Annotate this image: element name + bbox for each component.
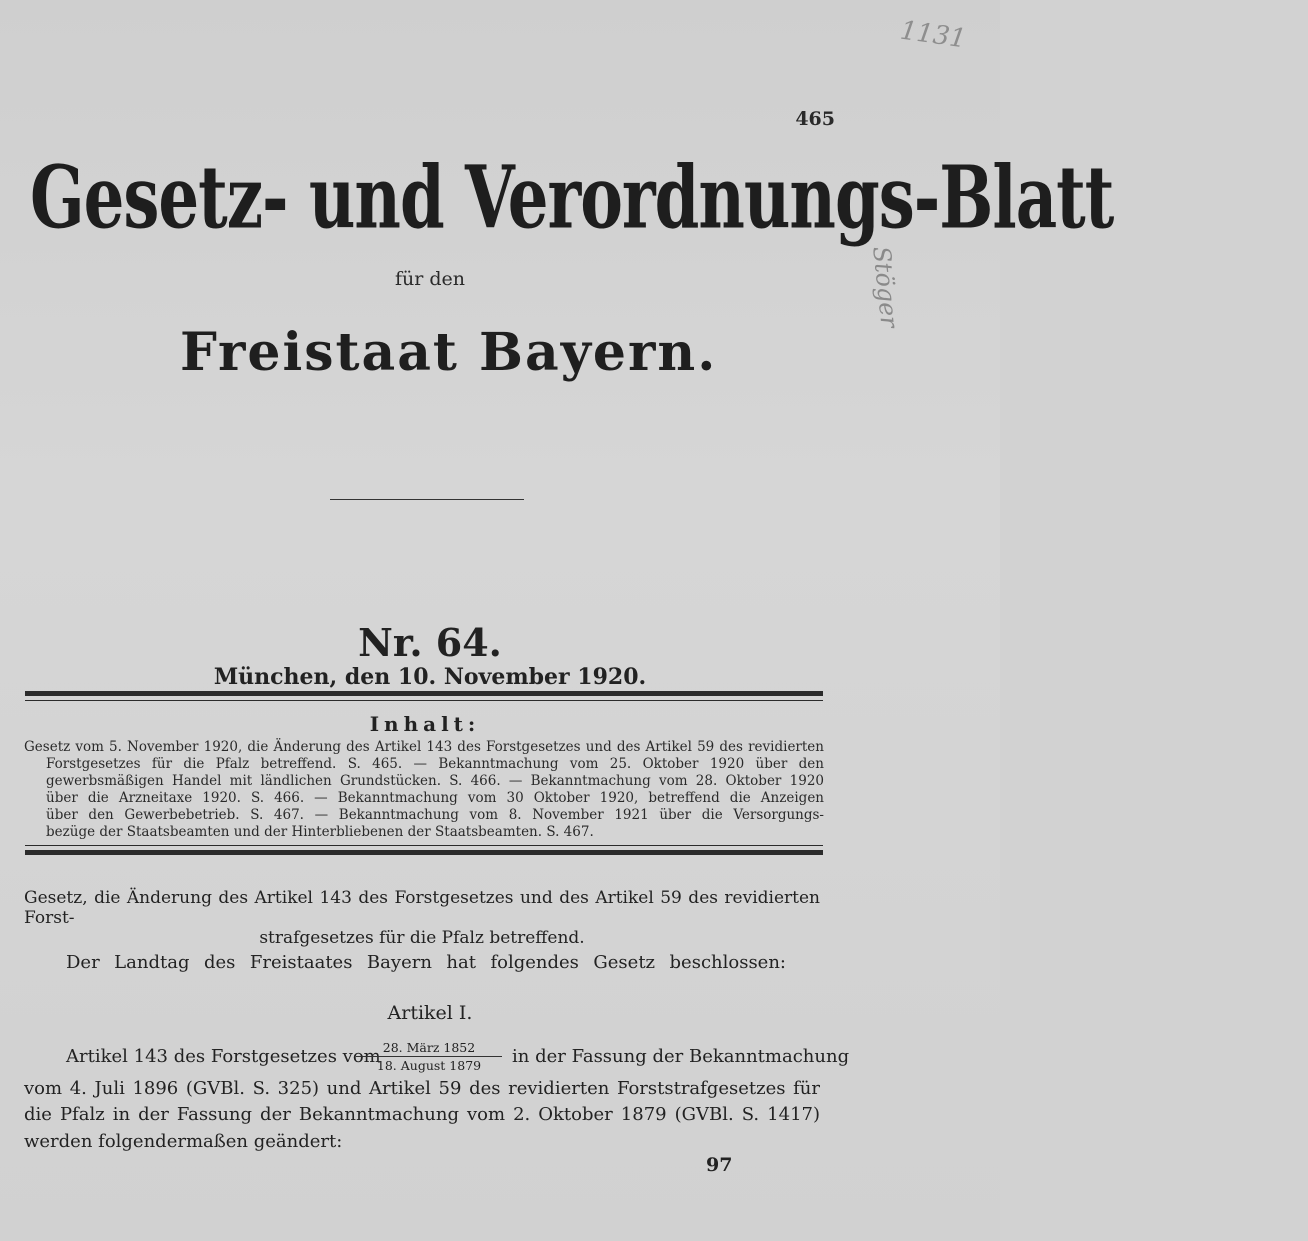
article-heading: Artikel I. [387,1002,473,1024]
law-title-line: strafgesetzes für die Pfalz betreffend. [259,928,585,948]
divider-thick-top [25,691,823,696]
divider-thin-bottom [25,845,823,846]
signature-number: 97 [706,1154,733,1176]
toc-line: über den Gewerbebetrieb. S. 467. — Bekanntmachung vom 8. November 1921 über die Versorgungs- [46,807,824,823]
divider-short [330,499,524,500]
page-number: 465 [795,108,835,130]
toc-line: Forstgesetzes für die Pfalz betreffend. S. 465. — Bekanntmachung vom 25. Oktober 1920 über den [46,756,824,772]
margin-note-handwritten: 1131 [898,15,968,55]
body-line: vom 4. Juli 1896 (GVBl. S. 325) und Artikel 59 des revidierten Forststrafgesetzes für [24,1078,820,1099]
toc-heading: Inhalt: [369,712,481,736]
fraction-numerator: 28. März 1852 [356,1040,502,1057]
date-fraction [356,1040,502,1073]
issue-number: Nr. 64. [358,620,502,665]
body-line: werden folgendermaßen geändert: [24,1131,343,1152]
body-line: Artikel 143 des Forstgesetzes vom [66,1046,381,1067]
state-name: Freistaat Bayern. [180,322,718,383]
law-title [24,888,820,948]
divider-thick-bottom [25,850,823,855]
toc-line: bezüge der Staatsbeamten und der Hinterbliebenen der Staatsbeamten. S. 467. [46,824,594,840]
toc-line: Gesetz vom 5. November 1920, die Änderung des Artikel 143 des Forstgesetzes und des Artikel 59 des revidierten [24,739,824,755]
law-title-line: Gesetz, die Änderung des Artikel 143 des Forstgesetzes und des Artikel 59 des revidierten Forst- [24,888,820,928]
margin-signature-handwritten: Stöger [867,245,904,330]
toc-line: gewerbsmäßigen Handel mit ländlichen Grundstücken. S. 466. — Bekanntmachung vom 28. Oktober 1920 [46,773,824,789]
body-line: die Pfalz in der Fassung der Bekanntmachung vom 2. Oktober 1879 (GVBl. S. 1417) [24,1104,820,1125]
toc-line: über die Arzneitaxe 1920. S. 466. — Bekanntmachung vom 30 Oktober 1920, betreffend die Anzeigen [46,790,824,806]
enactment-clause: Der Landtag des Freistaates Bayern hat folgendes Gesetz beschlossen: [66,952,786,973]
divider-thin-top [25,700,823,701]
masthead-subtitle: für den [394,268,466,290]
issue-date: München, den 10. November 1920. [213,664,647,690]
body-line: in der Fassung der Bekanntmachung [512,1046,850,1067]
masthead-title: Gesetz- und Verordnungs-Blatt [30,148,1114,250]
fraction-denominator: 18. August 1879 [376,1058,482,1073]
